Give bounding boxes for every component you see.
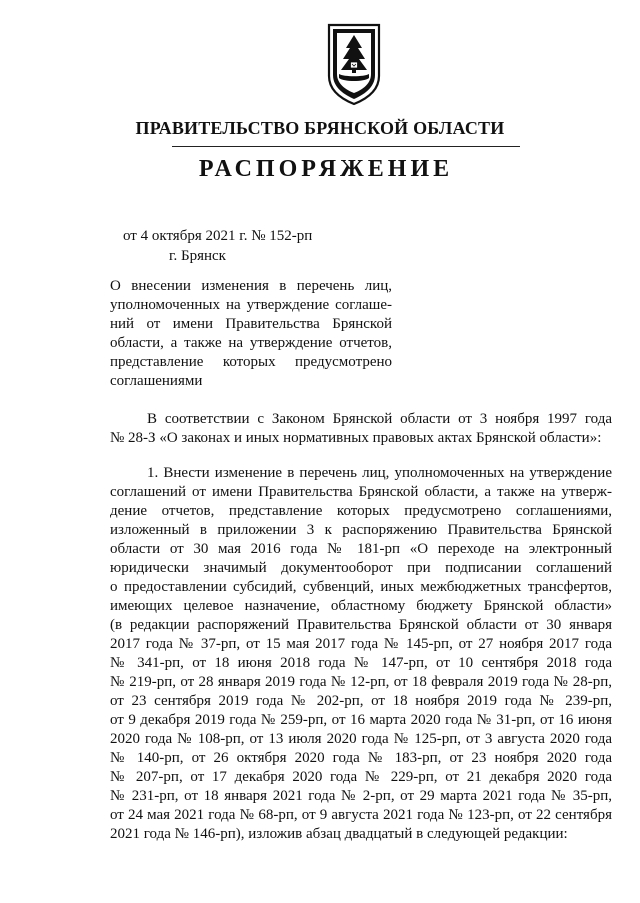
paragraph-line: 2021 года № 146-рп), изложив абзац двадцатый в следующей редакции: (110, 826, 568, 842)
paragraph-line: (в редакции распоряжений Правительства Брянской области от 30 января (110, 617, 612, 633)
paragraph-line: 2017 года № 37-рп, от 15 мая 2017 года № 145-рп, от 27 ноября 2017 года (110, 636, 612, 652)
paragraph-line: № 219-рп, от 28 января 2019 года № 12-рп, от 18 февраля 2019 года № 28-рп, (110, 674, 612, 690)
paragraph-line: 1. Внести изменение в перечень лиц, уполномоченных на утверждение (147, 465, 612, 481)
paragraph-line: области от 30 мая 2016 года № 181-рп «О переходе на электронный (110, 541, 612, 557)
paragraph-line: соглашений от имени Правительства Брянской области, а также на утверж- (110, 484, 612, 500)
paragraph-line: № 140-рп, от 26 октября 2020 года № 183-рп, от 23 ноября 2020 года (110, 750, 612, 766)
city: г. Брянск (169, 248, 226, 264)
subject-line: соглашениями (110, 373, 203, 389)
preamble-paragraph (110, 410, 612, 448)
header-divider (172, 146, 520, 147)
subject-line: области, а также на утверждение отчетов, (110, 335, 392, 351)
subject-line: представление которых предусмотрено (110, 354, 392, 370)
paragraph-line: № 341-рп, от 18 июня 2018 года № 147-рп, от 10 сентября 2018 года (110, 655, 612, 671)
subject-line: ний от имени Правительства Брянской (110, 316, 392, 332)
paragraph-line: № 207-рп, от 17 декабря 2020 года № 229-рп, от 21 декабря 2020 года (110, 769, 612, 785)
paragraph-line: юридически значимый документооборот при подписании соглашений (110, 560, 612, 576)
paragraph-line: № 231-рп, от 18 января 2021 года № 2-рп, от 29 марта 2021 года № 35-рп, (110, 788, 612, 804)
paragraph-line: В соответствии с Законом Брянской области от 3 ноября 1997 года (147, 411, 612, 427)
paragraph-line: о предоставлении субсидий, субвенций, иных межбюджетных трансфертов, (110, 579, 612, 595)
paragraph-line: дение отчетов, представление которых предусмотрено соглашениями, (110, 503, 612, 519)
paragraph-line: от 9 декабря 2019 года № 259-рп, от 16 марта 2020 года № 31-рп, от 16 июня (110, 712, 612, 728)
date-number: от 4 октября 2021 г. № 152-рп (123, 228, 313, 244)
government-title: ПРАВИТЕЛЬСТВО БРЯНСКОЙ ОБЛАСТИ (135, 118, 505, 138)
paragraph-line: 2020 года № 108-рп, от 13 июля 2020 года № 125-рп, от 3 августа 2020 года (110, 731, 612, 747)
subject-line: О внесении изменения в перечень лиц, (110, 278, 392, 294)
paragraph-line: № 28-З «О законах и иных нормативных правовых актах Брянской области»: (110, 430, 602, 446)
subject-line: уполномоченных на утверждение соглаше- (110, 297, 392, 313)
item-1-paragraph (110, 464, 612, 844)
document-type: РАСПОРЯЖЕНИЕ (198, 156, 454, 182)
paragraph-line: изложенный в приложении 3 к распоряжению Правительства Брянской (110, 522, 612, 538)
subject-block (110, 277, 392, 391)
paragraph-line: от 23 сентября 2019 года № 202-рп, от 18 ноября 2019 года № 239-рп, (110, 693, 612, 709)
bryansk-coat-of-arms-icon (326, 22, 382, 106)
paragraph-line: имеющих целевое назначение, областному бюджету Брянской области» (110, 598, 612, 614)
paragraph-line: от 24 мая 2021 года № 68-рп, от 9 августа 2021 года № 123-рп, от 22 сентября (110, 807, 612, 823)
